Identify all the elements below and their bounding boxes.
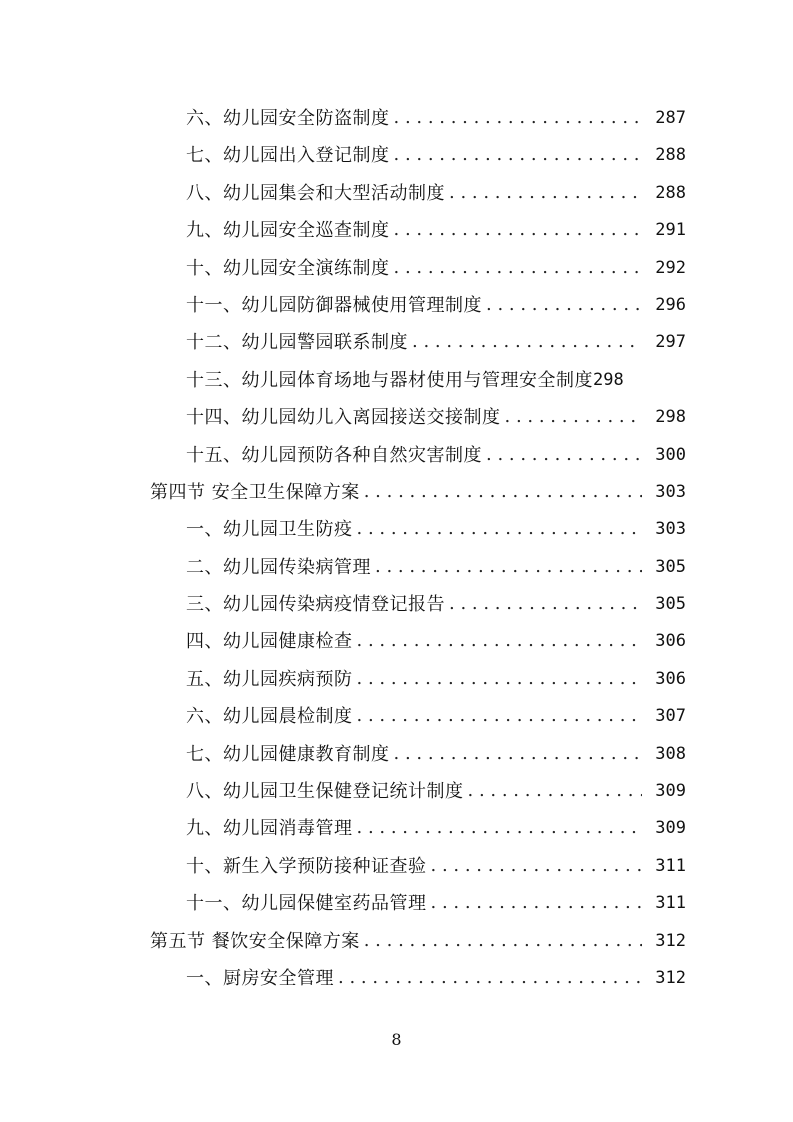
toc-entry[interactable]	[150, 324, 686, 361]
toc-entry[interactable]	[150, 698, 686, 735]
toc-entry-page: 306	[655, 668, 686, 689]
toc-entry-page: 309	[655, 781, 686, 802]
toc-entry[interactable]	[150, 586, 686, 623]
toc-entry[interactable]	[150, 885, 686, 922]
toc-entry-page: 309	[655, 818, 686, 839]
toc-entry-title: 七、幼儿园健康教育制度	[186, 743, 390, 765]
toc-entry[interactable]	[150, 848, 686, 885]
toc-entry-page: 306	[655, 631, 686, 652]
toc-entry[interactable]	[150, 175, 686, 212]
toc-entry-title: 十三、幼儿园体育场地与器材使用与管理安全制度	[186, 369, 593, 391]
toc-entry[interactable]	[150, 399, 686, 436]
toc-entry-title: 一、幼儿园卫生防疫	[186, 519, 353, 541]
toc-entry[interactable]	[150, 212, 686, 249]
toc-entry-title: 八、幼儿园集会和大型活动制度	[186, 182, 445, 204]
toc-entry[interactable]	[150, 100, 686, 137]
toc-dot-leader	[357, 660, 643, 697]
toc-entry-title: 三、幼儿园传染病疫情登记报告	[186, 594, 445, 616]
toc-entry[interactable]	[150, 773, 686, 810]
toc-entry-title: 十、新生入学预防接种证查验	[186, 855, 427, 877]
toc-entry[interactable]	[150, 736, 686, 773]
toc-entry[interactable]	[150, 549, 686, 586]
toc-entry-title: 九、幼儿园安全巡查制度	[186, 220, 390, 242]
toc-entry-page: 292	[655, 257, 686, 278]
toc-entry-title: 十五、幼儿园预防各种自然灾害制度	[186, 444, 482, 466]
toc-dot-leader	[394, 735, 643, 772]
toc-dot-leader	[449, 174, 642, 211]
toc-entry-title: 第四节 安全卫生保障方案	[150, 481, 360, 503]
toc-entry-page: 297	[655, 332, 686, 353]
toc-dot-leader	[364, 922, 642, 959]
toc-entry-page: 303	[655, 519, 686, 540]
toc-dot-leader	[357, 622, 643, 659]
toc-entry[interactable]	[150, 511, 686, 548]
toc-dot-leader	[394, 249, 643, 286]
toc-entry[interactable]	[150, 623, 686, 660]
toc-entry-page: 312	[655, 930, 686, 951]
toc-dot-leader	[364, 473, 642, 510]
table-of-contents	[150, 100, 686, 997]
toc-entry-title: 六、幼儿园安全防盗制度	[186, 107, 390, 129]
toc-entry-page: 296	[655, 294, 686, 315]
toc-entry-title: 一、厨房安全管理	[186, 967, 334, 989]
toc-section-entry[interactable]	[150, 923, 686, 960]
toc-entry[interactable]	[150, 661, 686, 698]
toc-entry-title: 七、幼儿园出入登记制度	[186, 145, 390, 167]
toc-dot-leader	[486, 286, 642, 323]
page-number: 8	[391, 1030, 402, 1049]
toc-entry-title: 十二、幼儿园警园联系制度	[186, 332, 408, 354]
toc-entry-page: 291	[655, 220, 686, 241]
toc-dot-leader	[431, 847, 643, 884]
toc-entry-page: 300	[655, 444, 686, 465]
toc-dot-leader	[468, 772, 643, 809]
toc-dot-leader	[505, 398, 643, 435]
toc-entry[interactable]	[150, 287, 686, 324]
toc-entry-page: 311	[655, 855, 686, 876]
toc-entry[interactable]	[150, 362, 686, 399]
toc-entry-title: 十一、幼儿园防御器械使用管理制度	[186, 294, 482, 316]
toc-entry-page: 308	[655, 743, 686, 764]
toc-dot-leader	[449, 585, 642, 622]
toc-entry-page: 305	[655, 556, 686, 577]
toc-entry-page: 305	[655, 594, 686, 615]
toc-entry-title: 五、幼儿园疾病预防	[186, 668, 353, 690]
toc-entry-title: 第五节 餐饮安全保障方案	[150, 930, 360, 952]
toc-entry-title: 二、幼儿园传染病管理	[186, 556, 371, 578]
toc-dot-leader	[394, 99, 643, 136]
toc-dot-leader	[375, 548, 642, 585]
toc-entry-title: 十四、幼儿园幼儿入离园接送交接制度	[186, 407, 501, 429]
toc-entry-page: 307	[655, 706, 686, 727]
toc-dot-leader	[394, 136, 643, 173]
toc-entry-title: 八、幼儿园卫生保健登记统计制度	[186, 781, 464, 803]
toc-entry-title: 十一、幼儿园保健室药品管理	[186, 893, 427, 915]
toc-entry[interactable]	[150, 250, 686, 287]
toc-entry-title: 九、幼儿园消毒管理	[186, 818, 353, 840]
toc-dot-leader	[357, 809, 643, 846]
toc-entry[interactable]	[150, 137, 686, 174]
toc-section-entry[interactable]	[150, 474, 686, 511]
toc-entry-page: 298	[655, 407, 686, 428]
toc-entry-page: 312	[655, 967, 686, 988]
toc-entry-page: 303	[655, 481, 686, 502]
toc-dot-leader	[357, 510, 643, 547]
toc-dot-leader	[338, 959, 642, 996]
toc-entry-page: 288	[655, 145, 686, 166]
toc-entry[interactable]	[150, 437, 686, 474]
toc-dot-leader	[357, 697, 643, 734]
toc-entry-page: 287	[655, 107, 686, 128]
toc-dot-leader	[394, 211, 643, 248]
toc-dot-leader	[486, 436, 642, 473]
toc-entry-page: 298	[593, 369, 624, 390]
toc-dot-leader	[431, 884, 643, 921]
toc-dot-leader	[412, 323, 642, 360]
toc-entry-page: 311	[655, 893, 686, 914]
toc-entry-title: 十、幼儿园安全演练制度	[186, 257, 390, 279]
toc-entry-title: 六、幼儿园晨检制度	[186, 706, 353, 728]
toc-entry-page: 288	[655, 182, 686, 203]
toc-entry-title: 四、幼儿园健康检查	[186, 631, 353, 653]
toc-entry[interactable]	[150, 810, 686, 847]
toc-entry[interactable]	[150, 960, 686, 997]
